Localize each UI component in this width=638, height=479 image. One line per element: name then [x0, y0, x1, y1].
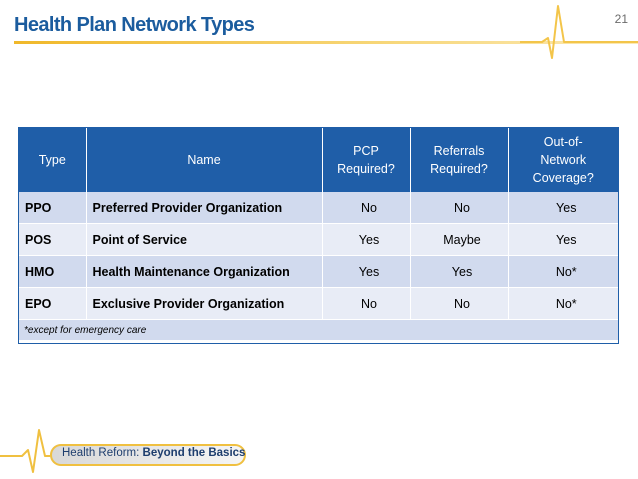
cell-name: Health Maintenance Organization — [86, 256, 322, 288]
cell-out-of-network: Yes — [508, 192, 618, 224]
cell-referrals: No — [410, 288, 508, 320]
page-number: 21 — [614, 12, 628, 26]
cell-name: Point of Service — [86, 224, 322, 256]
slide-title: Health Plan Network Types — [14, 14, 255, 36]
cell-type: POS — [19, 224, 86, 256]
cell-name: Exclusive Provider Organization — [86, 288, 322, 320]
cell-referrals: No — [410, 192, 508, 224]
cell-out-of-network: Yes — [508, 224, 618, 256]
header-type: Type — [19, 128, 86, 192]
brand-prefix: Health Reform: — [62, 447, 140, 459]
cell-out-of-network: No* — [508, 256, 618, 288]
table-row — [19, 192, 618, 224]
footnote-row — [19, 320, 618, 341]
header-pcp-label: PCP Required? — [337, 144, 395, 176]
table-row — [19, 288, 618, 320]
cell-type: PPO — [19, 192, 86, 224]
cell-name: Preferred Provider Organization — [86, 192, 322, 224]
header-referrals-label: Referrals Required? — [430, 144, 488, 176]
header-out-of-network — [508, 128, 618, 192]
header-pcp — [322, 128, 410, 192]
cell-referrals: Maybe — [410, 224, 508, 256]
network-types-table — [19, 128, 618, 341]
header-referrals — [410, 128, 508, 192]
cell-referrals: Yes — [410, 256, 508, 288]
header-name: Name — [86, 128, 322, 192]
table-header-row — [19, 128, 618, 192]
table-row — [19, 256, 618, 288]
brand-suffix: Beyond the Basics — [142, 447, 246, 459]
brand-logo-text — [62, 447, 245, 459]
cell-pcp: Yes — [322, 256, 410, 288]
cell-pcp: Yes — [322, 224, 410, 256]
cell-type: EPO — [19, 288, 86, 320]
heartbeat-line-icon — [520, 0, 638, 60]
cell-out-of-network: No* — [508, 288, 618, 320]
header-out-of-network-label: Out-of-Network Coverage? — [532, 135, 594, 185]
cell-pcp: No — [322, 288, 410, 320]
table-row — [19, 224, 618, 256]
table-footnote: *except for emergency care — [19, 320, 618, 341]
cell-pcp: No — [322, 192, 410, 224]
cell-type: HMO — [19, 256, 86, 288]
